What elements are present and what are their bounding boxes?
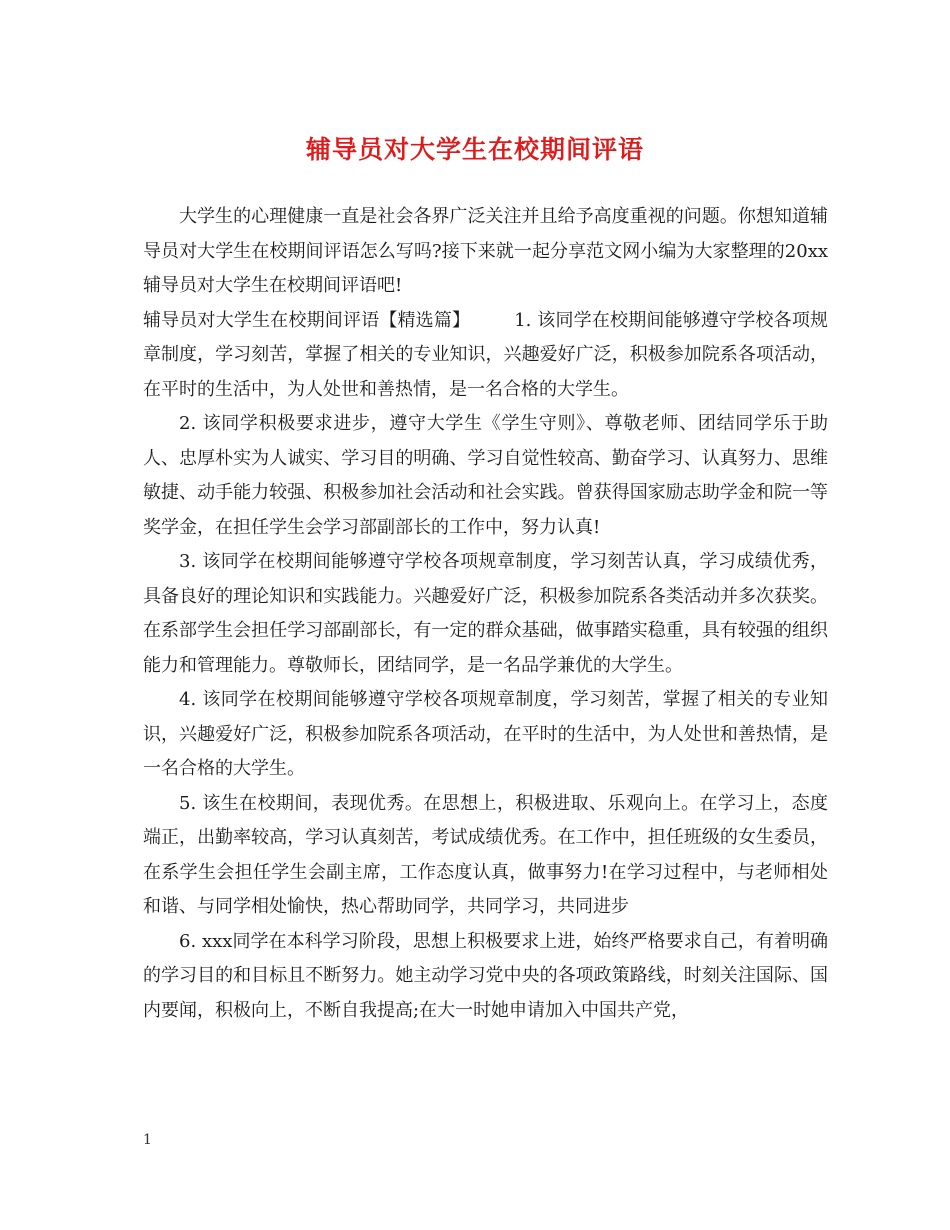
section-paragraph	[143, 304, 828, 408]
page-number: 1	[143, 1132, 152, 1148]
comment-item-6: 6. xxx同学在本科学习阶段，思想上积极要求上进，始终严格要求自己，有着明确的学习目的和目标且不断努力。她主动学习党中央的各项政策路线，时刻关注国际、国内要闻，积极向上，不断自我提高;在大一时她申请加入中国共产党，	[143, 930, 828, 1021]
comment-item-1: 1. 该同学在校期间能够遵守学校各项规章制度，学习刻苦，掌握了相关的专业知识，兴趣爱好广泛，积极参加院系各项活动，在平时的生活中，为人处世和善热情，是一名合格的大学生。	[143, 309, 828, 400]
comment-item-5: 5. 该生在校期间，表现优秀。在思想上，积极进取、乐观向上。在学习上，态度端正，出勤率较高，学习认真刻苦，考试成绩优秀。在工作中，担任班级的女生委员，在系学生会担任学生会副主席，工作态度认真，做事努力!在学习过程中，与老师相处和谐、与同学相处愉快，热心帮助同学，共同学习，共同进步	[143, 792, 828, 917]
comment-item-4: 4. 该同学在校期间能够遵守学校各项规章制度，学习刻苦，掌握了相关的专业知识，兴趣爱好广泛，积极参加院系各项活动，在平时的生活中，为人处世和善热情，是一名合格的大学生。	[143, 689, 828, 779]
document-title: 辅导员对大学生在校期间评语	[305, 135, 644, 164]
comment-item-2: 2. 该同学积极要求进步，遵守大学生《学生守则》、尊敬老师、团结同学乐于助人、忠厚朴实为人诚实、学习目的明确、学习自觉性较高、勤奋学习、认真努力、思维敏捷、动手能力较强、积极参加社会活动和社会实践。曾获得国家励志助学金和院一等奖学金，在担任学生会学习部副部长的工作中，努力认真!	[143, 413, 828, 538]
section-heading: 辅导员对大学生在校期间评语【精选篇】	[143, 309, 471, 331]
intro-paragraph: 大学生的心理健康一直是社会各界广泛关注并且给予高度重视的问题。你想知道辅导员对大学生在校期间评语怎么写吗?接下来就一起分享范文网小编为大家整理的20xx辅导员对大学生在校期间评语吧!	[143, 206, 828, 296]
comment-item-3: 3. 该同学在校期间能够遵守学校各项规章制度，学习刻苦认真，学习成绩优秀，具备良好的理论知识和实践能力。兴趣爱好广泛，积极参加院系各类活动并多次获奖。在系部学生会担任学习部副部长，有一定的群众基础，做事踏实稳重，具有较强的组织能力和管理能力。尊敬师长，团结同学，是一名品学兼优的大学生。	[143, 551, 828, 676]
document-body	[143, 200, 828, 1028]
